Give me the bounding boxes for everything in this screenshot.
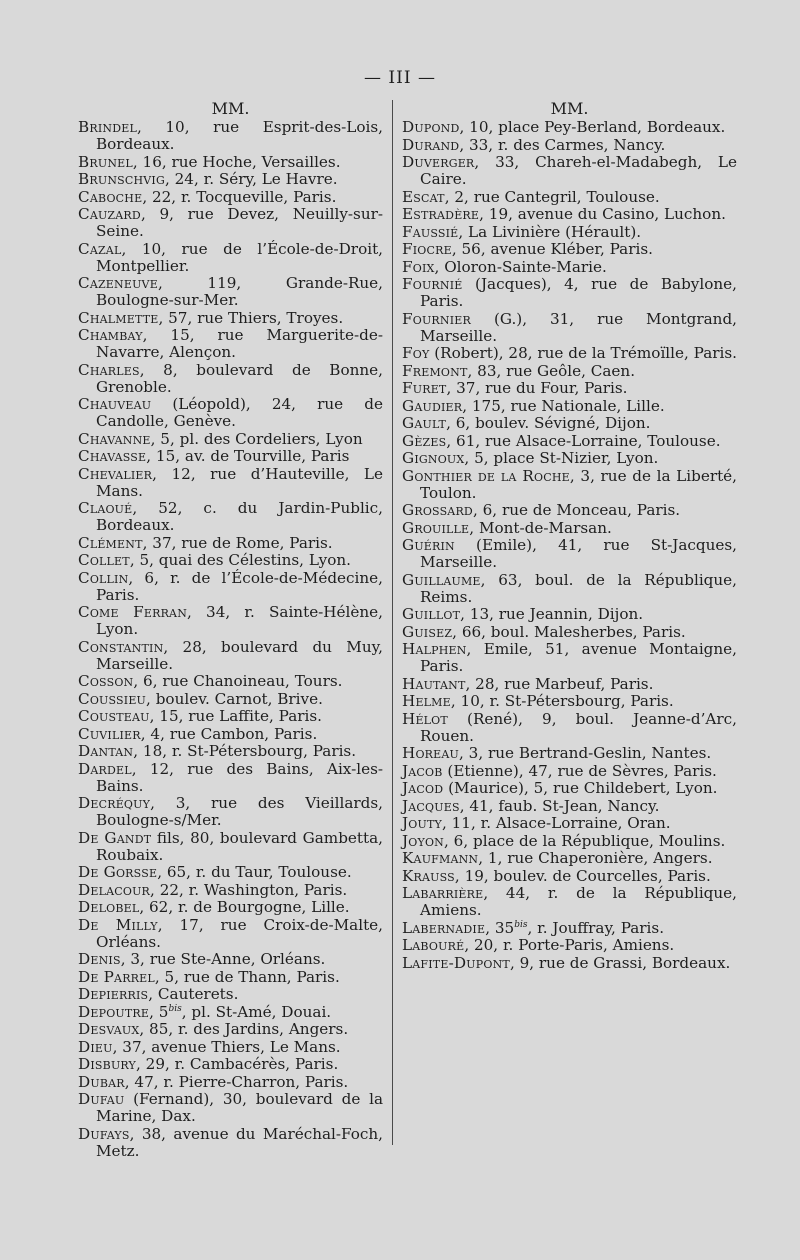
entry-address: , 16, rue Hoche, Versailles.	[132, 152, 341, 171]
entry-name: Constantin	[78, 637, 164, 656]
entry-address: , 17, rue Croix-de-Malte, Orléans.	[96, 915, 383, 951]
entry-name: Labarrière	[402, 884, 484, 902]
entry-address: (Jacques), 4, rue de Babylone, Paris.	[420, 275, 737, 310]
directory-entry	[78, 154, 383, 171]
entry-name: De Gorsse	[78, 863, 158, 881]
entry-address: , 15, rue Marguerite-de-Navarre, Alençon.	[96, 326, 383, 361]
entry-name: Dupond	[402, 118, 460, 136]
entry-name: Foy	[402, 344, 430, 362]
directory-entry	[78, 431, 383, 448]
entry-name: Foix	[402, 257, 435, 276]
directory-entry	[402, 502, 737, 519]
entry-name: Kaufmann	[402, 849, 479, 867]
directory-entry	[78, 171, 383, 188]
entry-name: Guisez	[402, 622, 453, 641]
page-number: — III —	[364, 68, 436, 88]
entry-address: , 61, rue Alsace-Lorraine, Toulouse.	[446, 431, 721, 450]
entry-name: Duverger	[402, 153, 475, 171]
directory-entry	[78, 362, 383, 396]
directory-entry	[78, 917, 383, 951]
directory-entry	[402, 154, 737, 188]
directory-entry	[402, 920, 737, 937]
entry-address: , 10, r. St-Pétersbourg, Paris.	[450, 692, 674, 710]
entry-name: Escat	[402, 187, 445, 206]
entry-address: , 15, rue Laffite, Paris.	[149, 707, 322, 725]
entry-name: Jacod	[402, 779, 444, 797]
column-divider	[392, 100, 393, 1145]
directory-entry	[402, 606, 737, 623]
entry-address-rest: , r. Jouffray, Paris.	[527, 918, 665, 937]
entry-name: Clément	[78, 533, 143, 552]
directory-entry	[78, 535, 383, 552]
entry-name: Coussieu	[78, 689, 147, 708]
directory-entry	[78, 552, 383, 569]
entry-name: De Parrel	[78, 967, 155, 986]
entry-name: Cuvilier	[78, 724, 141, 743]
directory-entry	[78, 639, 383, 673]
entry-name: Cauzard	[78, 205, 141, 223]
directory-entry	[78, 864, 383, 881]
entry-name: De Gandt	[78, 828, 152, 847]
entry-name: Fournié	[402, 275, 463, 293]
entry-name: Hautant	[402, 674, 466, 693]
entry-address: , 37, rue du Four, Paris.	[446, 379, 628, 397]
entry-name: Gèzes	[402, 431, 447, 450]
entry-name: Claoué	[78, 499, 133, 517]
directory-entry	[402, 693, 737, 710]
entry-name: Caboche	[78, 187, 143, 206]
entry-address: (Fernand), 30, boulevard de la Marine, Dax.	[96, 1090, 383, 1125]
directory-entry	[78, 189, 383, 206]
entry-address: , 12, rue d’Hauteville, Le Mans.	[96, 464, 383, 500]
entry-name: Depierris	[78, 985, 149, 1003]
directory-entry	[78, 241, 383, 275]
entry-address: , 38, avenue du Maréchal-Foch, Metz.	[96, 1124, 383, 1160]
entry-address: , 24, r. Séry, Le Havre.	[164, 170, 338, 188]
entry-name: Delobel	[78, 898, 140, 916]
entry-name: Chambay	[78, 326, 143, 344]
entry-address: , 2, rue Cantegril, Toulouse.	[444, 187, 660, 206]
entry-address: , 28, boulevard du Muy, Marseille.	[96, 637, 383, 673]
entry-name: Decréquy	[78, 794, 151, 812]
entry-address: (René), 9, boul. Jeanne-d’Arc, Rouen.	[420, 709, 737, 745]
entry-superscript: bis	[514, 919, 528, 930]
entry-address: , 10, rue de l’École-de-Droit, Montpellier.	[96, 239, 383, 275]
directory-entry	[402, 537, 737, 571]
entry-address: , Mont-de-Marsan.	[469, 518, 612, 537]
entry-name: Guillot	[402, 605, 461, 623]
entry-address: , 5, rue de Thann, Paris.	[154, 967, 340, 986]
entry-address: , 19, boulev. de Courcelles, Paris.	[454, 866, 711, 885]
entry-address: , 20, r. Porte-Paris, Amiens.	[464, 936, 675, 954]
directory-entry	[402, 276, 737, 310]
directory-entry	[78, 206, 383, 240]
directory-entry	[402, 311, 737, 345]
directory-entry	[78, 830, 383, 864]
directory-entry	[402, 241, 737, 258]
entry-name: De Milly	[78, 915, 158, 934]
directory-entry	[402, 833, 737, 850]
directory-entry	[78, 275, 383, 309]
entry-address: , 41, faub. St-Jean, Nancy.	[459, 796, 660, 815]
entry-address: , Oloron-Sainte-Marie.	[434, 257, 607, 276]
entry-address: fils, 80, boulevard Gambetta, Roubaix.	[96, 828, 383, 864]
entry-name: Jacob	[402, 761, 443, 780]
entry-superscript: bis	[168, 1003, 182, 1014]
directory-entry	[402, 780, 737, 797]
column-heading: MM.	[211, 99, 250, 118]
entry-address: , 47, r. Pierre-Charron, Paris.	[124, 1072, 349, 1091]
directory-entry	[78, 448, 383, 465]
directory-entry	[402, 345, 737, 362]
entry-name: Lafite-Dupont	[402, 953, 510, 972]
directory-entry	[78, 396, 383, 430]
directory-entry	[78, 1004, 383, 1021]
directory-entry	[402, 119, 737, 136]
directory-entry	[402, 415, 737, 432]
entry-address: , 9, rue Devez, Neuilly-sur-Seine.	[96, 205, 383, 240]
entry-address: , 85, r. des Jardins, Angers.	[139, 1020, 349, 1038]
entry-name: Jacques	[402, 796, 460, 815]
entry-address: , 3, rue Bertrand-Geslin, Nantes.	[459, 744, 712, 762]
entry-name: Estradère	[402, 205, 480, 223]
entry-address: , 6, r. de l’École-de-Médecine, Paris.	[96, 568, 383, 604]
entry-address: , 3, rue de la Liberté, Toulon.	[420, 466, 737, 502]
directory-entry	[402, 676, 737, 693]
entry-address-rest: , pl. St-Amé, Douai.	[181, 1002, 332, 1021]
entry-address: , 63, boul. de la République, Reims.	[420, 570, 737, 606]
directory-entry	[402, 572, 737, 606]
entry-name: Dantan	[78, 742, 134, 760]
directory-entry	[402, 363, 737, 380]
directory-entry	[402, 450, 737, 467]
entry-address: , 5, quai des Célestins, Lyon.	[129, 551, 351, 569]
entry-name: Grouille	[402, 518, 470, 537]
entry-name: Gault	[402, 414, 447, 432]
directory-entry	[402, 763, 737, 780]
directory-entry	[78, 1126, 383, 1160]
directory-entry	[402, 468, 737, 502]
entry-address: , 5, place St-Nizier, Lyon.	[464, 449, 659, 467]
directory-entry	[402, 433, 737, 450]
column-heading: MM.	[550, 99, 589, 118]
entry-address: , 15, av. de Tourville, Paris	[146, 447, 350, 465]
directory-entry	[402, 398, 737, 415]
entry-name: Brunschvig	[78, 170, 165, 188]
entry-name: Cousteau	[78, 707, 150, 725]
entry-name: Horeau	[402, 744, 459, 762]
directory-entry	[78, 882, 383, 899]
entry-name: Denis	[78, 950, 121, 968]
entry-address: , 37, avenue Thiers, Le Mans.	[112, 1037, 341, 1056]
directory-entry	[402, 224, 737, 241]
entry-name: Guérin	[402, 536, 455, 554]
entry-address: (Emile), 41, rue St-Jacques, Marseille.	[420, 536, 737, 571]
entry-address: , 56, avenue Kléber, Paris.	[451, 240, 653, 258]
entry-address: , 65, r. du Taur, Toulouse.	[157, 863, 352, 881]
entry-name: Chavanne	[78, 429, 151, 448]
entry-name: Collet	[78, 551, 130, 569]
directory-entry	[402, 745, 737, 762]
directory-entry	[78, 795, 383, 829]
entry-name: Fremont	[402, 361, 468, 380]
entry-name: Gaudier	[402, 396, 463, 415]
entry-name: Hélot	[402, 709, 448, 728]
directory-entry	[78, 327, 383, 361]
entry-list	[78, 119, 383, 1160]
entry-name: Jouty	[402, 814, 442, 832]
directory-entry	[78, 570, 383, 604]
directory-entry	[402, 798, 737, 815]
entry-name: Chalmette	[78, 308, 159, 327]
entry-address: , 4, rue Cambon, Paris.	[140, 724, 318, 743]
entry-name: Dubar	[78, 1072, 125, 1091]
directory-entry	[402, 885, 737, 919]
entry-address: , 8, boulevard de Bonne, Grenoble.	[96, 360, 383, 396]
entry-address: , 34, r. Sainte-Hélène, Lyon.	[96, 603, 383, 638]
entry-address: , 18, r. St-Pétersbourg, Paris.	[133, 742, 357, 760]
entry-name: Disbury	[78, 1055, 137, 1073]
entry-name: Gonthier de la Roche	[402, 466, 570, 485]
directory-entry	[402, 206, 737, 223]
entry-name: Brunel	[78, 152, 133, 171]
entry-name: Guillaume	[402, 570, 481, 589]
entry-name: Dufays	[78, 1124, 130, 1143]
entry-address: , 9, rue de Grassi, Bordeaux.	[509, 953, 731, 972]
entry-address: , 5	[149, 1002, 169, 1021]
entry-address: (Léopold), 24, rue de Candolle, Genève.	[96, 395, 383, 430]
entry-name: Labernadie	[402, 918, 486, 937]
entry-address: (Maurice), 5, rue Childebert, Lyon.	[443, 779, 718, 797]
directory-entry	[78, 1039, 383, 1056]
directory-entry	[78, 1021, 383, 1038]
entry-address: , 52, c. du Jardin-Public, Bordeaux.	[96, 499, 383, 534]
directory-entry	[78, 951, 383, 968]
directory-entry	[78, 986, 383, 1003]
entry-address: , 62, r. de Bourgogne, Lille.	[139, 898, 350, 916]
directory-entry	[402, 520, 737, 537]
entry-address: , 6, place de la République, Moulins.	[444, 831, 726, 850]
directory-entry	[402, 189, 737, 206]
entry-name: Labouré	[402, 936, 465, 954]
entry-address: , Emile, 51, avenue Montaigne, Paris.	[420, 640, 737, 675]
directory-entry	[402, 259, 737, 276]
directory-entry	[402, 937, 737, 954]
entry-address: , 33, Chareh-el-Madabegh, Le Caire.	[420, 153, 737, 188]
directory-entry	[78, 1091, 383, 1125]
entry-name: Halphen	[402, 640, 467, 658]
directory-entry	[78, 899, 383, 916]
entry-address: , 13, rue Jeannin, Dijon.	[460, 605, 644, 623]
entry-address: , 66, boul. Malesherbes, Paris.	[452, 622, 686, 641]
directory-entry	[78, 1056, 383, 1073]
entry-address: (Robert), 28, rue de la Trémoïlle, Paris.	[429, 344, 737, 362]
entry-name: Helme	[402, 692, 451, 710]
directory-entry	[78, 673, 383, 690]
entry-name: Krauss	[402, 866, 455, 885]
entry-address: , 10, rue Esprit-des-Lois, Bordeaux.	[96, 118, 383, 153]
entry-name: Come Ferran	[78, 603, 188, 621]
entry-name: Chavasse	[78, 447, 147, 465]
entry-name: Dufau	[78, 1090, 125, 1108]
entry-name: Depoutre	[78, 1002, 150, 1021]
directory-entry	[402, 380, 737, 397]
entry-address: , 3, rue des Vieillards, Boulogne-s/Mer.	[96, 794, 383, 829]
right-column	[402, 100, 737, 972]
directory-entry	[78, 119, 383, 153]
entry-name: Dieu	[78, 1037, 113, 1056]
directory-entry	[402, 137, 737, 154]
entry-address: , 175, rue Nationale, Lille.	[462, 396, 665, 415]
entry-name: Desvaux	[78, 1020, 140, 1038]
entry-address: , 33, r. des Carmes, Nancy.	[459, 135, 666, 154]
entry-address: , 28, rue Marbeuf, Paris.	[465, 674, 654, 693]
directory-entry	[78, 604, 383, 638]
entry-address: , 37, rue de Rome, Paris.	[142, 533, 333, 552]
entry-name: Delacour	[78, 880, 151, 899]
entry-name: Grossard	[402, 501, 473, 519]
entry-address: , 5, pl. des Cordeliers, Lyon	[150, 429, 363, 448]
entry-name: Brindel	[78, 118, 137, 136]
directory-entry	[78, 1074, 383, 1091]
directory-entry	[402, 955, 737, 972]
entry-address: (Etienne), 47, rue de Sèvres, Paris.	[442, 761, 717, 780]
entry-address: , 11, r. Alsace-Lorraine, Oran.	[441, 814, 671, 832]
directory-entry	[402, 815, 737, 832]
entry-address: , 57, rue Thiers, Troyes.	[158, 308, 344, 327]
entry-address: , 119, Grande-Rue, Boulogne-sur-Mer.	[96, 274, 383, 309]
entry-address: , boulev. Carnot, Brive.	[146, 689, 323, 708]
directory-entry	[78, 708, 383, 725]
entry-name: Cazeneuve	[78, 274, 158, 292]
directory-entry	[78, 743, 383, 760]
entry-address: (G.), 31, rue Montgrand, Marseille.	[420, 309, 737, 345]
directory-entry	[78, 466, 383, 500]
entry-name: Gignoux	[402, 449, 465, 467]
entry-address: , 44, r. de la République, Amiens.	[420, 884, 737, 919]
entry-name: Fournier	[402, 309, 471, 328]
entry-address: , La Livinière (Hérault).	[458, 222, 642, 241]
entry-name: Collin	[78, 568, 129, 587]
directory-entry	[402, 641, 737, 675]
entry-address: , 29, r. Cambacérès, Paris.	[136, 1055, 339, 1073]
entry-address: , 12, rue des Bains, Aix-les-Bains.	[96, 759, 383, 795]
entry-address: , 22, r. Washington, Paris.	[150, 880, 348, 899]
entry-list	[402, 119, 737, 972]
entry-address: , 6, boulev. Sévigné, Dijon.	[446, 414, 651, 432]
entry-address: , 6, rue Chanoineau, Tours.	[133, 672, 343, 690]
directory-entry	[402, 868, 737, 885]
entry-name: Faussié	[402, 222, 459, 241]
entry-name: Fiocre	[402, 240, 452, 258]
entry-name: Chauveau	[78, 395, 152, 413]
entry-address: , 6, rue de Monceau, Paris.	[472, 501, 681, 519]
entry-name: Charles	[78, 360, 140, 379]
entry-name: Furet	[402, 379, 447, 397]
directory-entry	[402, 711, 737, 745]
directory-entry	[78, 726, 383, 743]
entry-address: , 22, r. Tocqueville, Paris.	[142, 187, 337, 206]
directory-entry	[78, 691, 383, 708]
entry-name: Cosson	[78, 672, 134, 690]
entry-address: , 35	[485, 918, 515, 937]
entry-address: , 3, rue Ste-Anne, Orléans.	[120, 950, 326, 968]
directory-entry	[78, 500, 383, 534]
entry-address: , 10, place Pey-Berland, Bordeaux.	[459, 118, 726, 136]
entry-name: Joyon	[402, 831, 445, 850]
entry-name: Durand	[402, 135, 460, 154]
entry-name: Cazal	[78, 239, 122, 258]
entry-address: , 19, avenue du Casino, Luchon.	[479, 205, 726, 223]
entry-name: Dardel	[78, 759, 132, 778]
entry-address: , 83, rue Geôle, Caen.	[467, 361, 636, 380]
directory-entry	[78, 310, 383, 327]
directory-entry	[402, 624, 737, 641]
directory-entry	[402, 850, 737, 867]
directory-entry	[78, 761, 383, 795]
left-column	[78, 100, 383, 1160]
entry-address: , Cauterets.	[148, 985, 239, 1003]
entry-address: , 1, rue Chaperonière, Angers.	[478, 849, 713, 867]
entry-name: Chevalier	[78, 464, 153, 483]
directory-entry	[78, 969, 383, 986]
